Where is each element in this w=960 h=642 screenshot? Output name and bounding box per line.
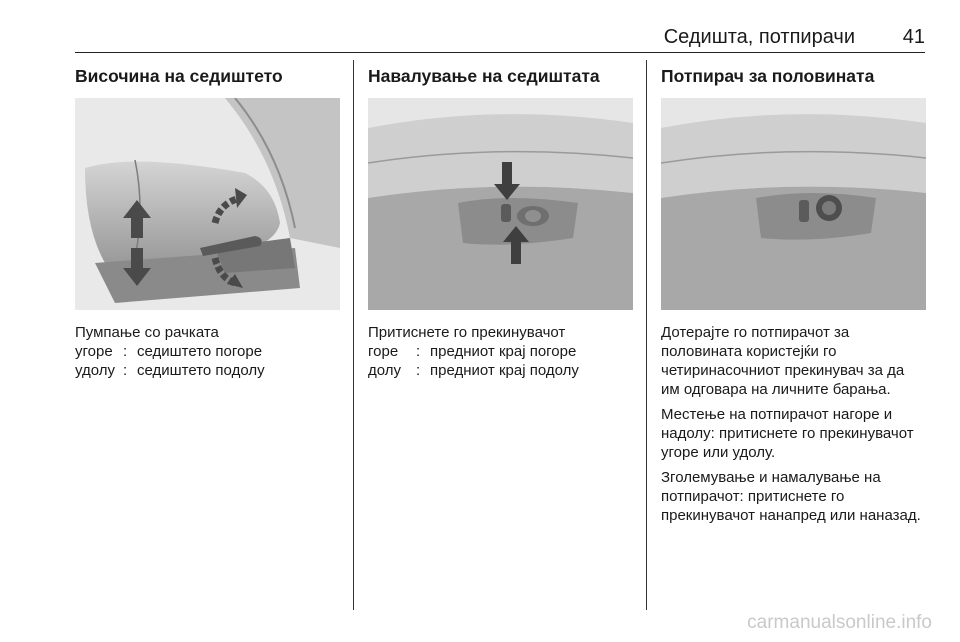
list-item-value: предниот крај подолу (430, 362, 579, 379)
column-divider (353, 60, 354, 610)
list-item-separator: : (416, 362, 421, 379)
section-lumbar-support (661, 60, 926, 531)
list-item-separator: : (123, 343, 128, 360)
list-item-key: горе (368, 343, 399, 360)
section-seat-tilt (368, 60, 633, 380)
section-heading: Височина на седиштето (75, 66, 283, 86)
list-item-key: угоре (75, 343, 113, 360)
column-divider (646, 60, 647, 610)
page-header (75, 22, 925, 53)
seat-height-illustration (75, 98, 340, 310)
list-item-separator: : (416, 343, 421, 360)
paragraph: Дотерајте го потпирачот за половината користејќи го четиринасочниот прекинувач за да им одговара на личните барања. (661, 324, 905, 398)
list-item (368, 342, 633, 361)
page-title: Седишта, потпирачи (663, 26, 855, 48)
seat-tilt-illustration (368, 98, 633, 310)
list-item (368, 361, 633, 380)
watermark: carmanualsonline.info (747, 612, 932, 633)
paragraph: Местење на потпирачот нагоре и надолу: притиснете го прекинувачот угоре или удолу. (661, 406, 914, 461)
list-item-value: седиштето погоре (137, 343, 263, 360)
section-heading: Потпирач за половината (661, 66, 875, 86)
section-seat-height (75, 60, 340, 380)
page-number: 41 (902, 26, 925, 48)
list-item-value: седиштето подолу (137, 362, 265, 379)
four-way-switch-icon (816, 195, 842, 221)
list-item-key: удолу (75, 362, 116, 379)
caption: Притиснете го прекинувачот (368, 324, 566, 341)
list-item (75, 361, 340, 380)
list-item (75, 342, 340, 361)
list-item-value: предниот крај погоре (430, 343, 577, 360)
section-heading: Навалување на седиштата (368, 66, 600, 86)
list-item-separator: : (123, 362, 128, 379)
paragraph: Зголемување и намалување на потпирачот: притиснете го прекинувачот нанапред или наназад. (661, 469, 921, 524)
lumbar-switch-illustration (661, 98, 926, 310)
caption: Пумпање со рачката (75, 324, 219, 341)
list-item-key: долу (368, 362, 402, 379)
